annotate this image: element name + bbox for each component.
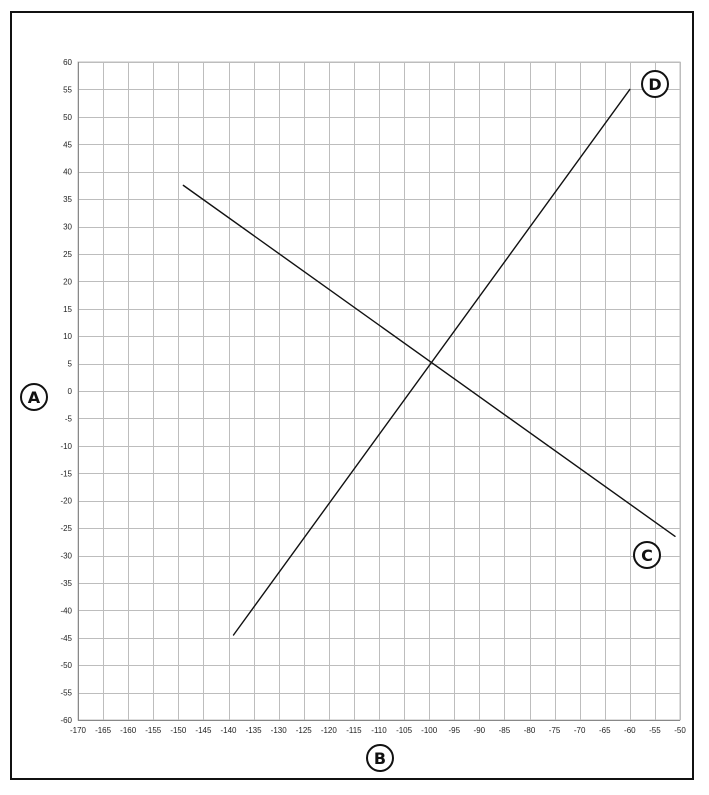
y-tick-label: 0	[67, 387, 72, 396]
y-tick-label: 40	[63, 167, 72, 177]
y-tick-label: 10	[63, 332, 72, 342]
y-tick-label: -45	[60, 633, 72, 643]
x-tick-label: -165	[95, 726, 112, 735]
x-tick-label: -90	[473, 726, 486, 735]
y-tick-label: 5	[67, 359, 72, 369]
callout-line-d-label: D	[648, 75, 662, 94]
x-tick-label: -60	[624, 726, 636, 735]
x-tick-label: -115	[346, 726, 362, 735]
x-tick-label: -135	[245, 726, 262, 735]
y-tick-label: -40	[60, 606, 72, 616]
y-tick-label: 60	[63, 58, 72, 67]
y-tick-label: -35	[60, 578, 72, 588]
callout-line-c-label: C	[641, 546, 653, 565]
y-tick-label: 30	[63, 222, 72, 232]
x-tick-label: -65	[598, 726, 611, 735]
x-tick-label: -155	[145, 726, 162, 735]
y-tick-label: -60	[60, 716, 72, 725]
x-tick-label: -150	[170, 726, 187, 735]
y-tick-label: -15	[60, 469, 72, 479]
y-tick-label: -5	[64, 414, 72, 424]
y-tick-label: -30	[60, 551, 72, 561]
y-tick-label: 55	[63, 85, 72, 95]
x-tick-label: -75	[548, 726, 561, 735]
y-tick-label: 20	[63, 277, 72, 287]
x-tick-label: -95	[448, 726, 461, 735]
callout-x-axis-label: B	[373, 749, 387, 768]
y-tick-label: 25	[63, 249, 72, 259]
x-tick-label: -55	[649, 726, 661, 735]
x-tick-label: -105	[396, 726, 413, 735]
callout-y-axis-label: A	[27, 388, 41, 407]
y-tick-label: -55	[60, 688, 72, 698]
x-tick-label: -120	[320, 726, 337, 735]
x-tick-label: -50	[674, 726, 686, 735]
x-tick-label: -85	[498, 726, 511, 735]
y-tick-label: -50	[60, 661, 72, 671]
y-tick-label: 35	[63, 195, 72, 205]
y-tick-label: 15	[63, 304, 72, 314]
x-tick-label: -140	[220, 726, 237, 735]
y-tick-label: 50	[63, 112, 72, 122]
x-tick-label: -145	[195, 726, 212, 735]
x-tick-label: -100	[421, 726, 438, 735]
x-tick-label: -110	[371, 726, 387, 735]
x-tick-label: -160	[120, 726, 137, 735]
y-tick-label: -25	[60, 524, 72, 534]
y-tick-label: 45	[63, 140, 72, 150]
x-tick-label: -125	[295, 726, 312, 735]
y-tick-label: -10	[60, 441, 72, 451]
y-tick-label: -20	[60, 496, 72, 506]
x-tick-label: -130	[270, 726, 287, 735]
x-tick-label: -80	[523, 726, 536, 735]
x-tick-label: -70	[573, 726, 586, 735]
x-tick-label: -170	[69, 726, 87, 735]
